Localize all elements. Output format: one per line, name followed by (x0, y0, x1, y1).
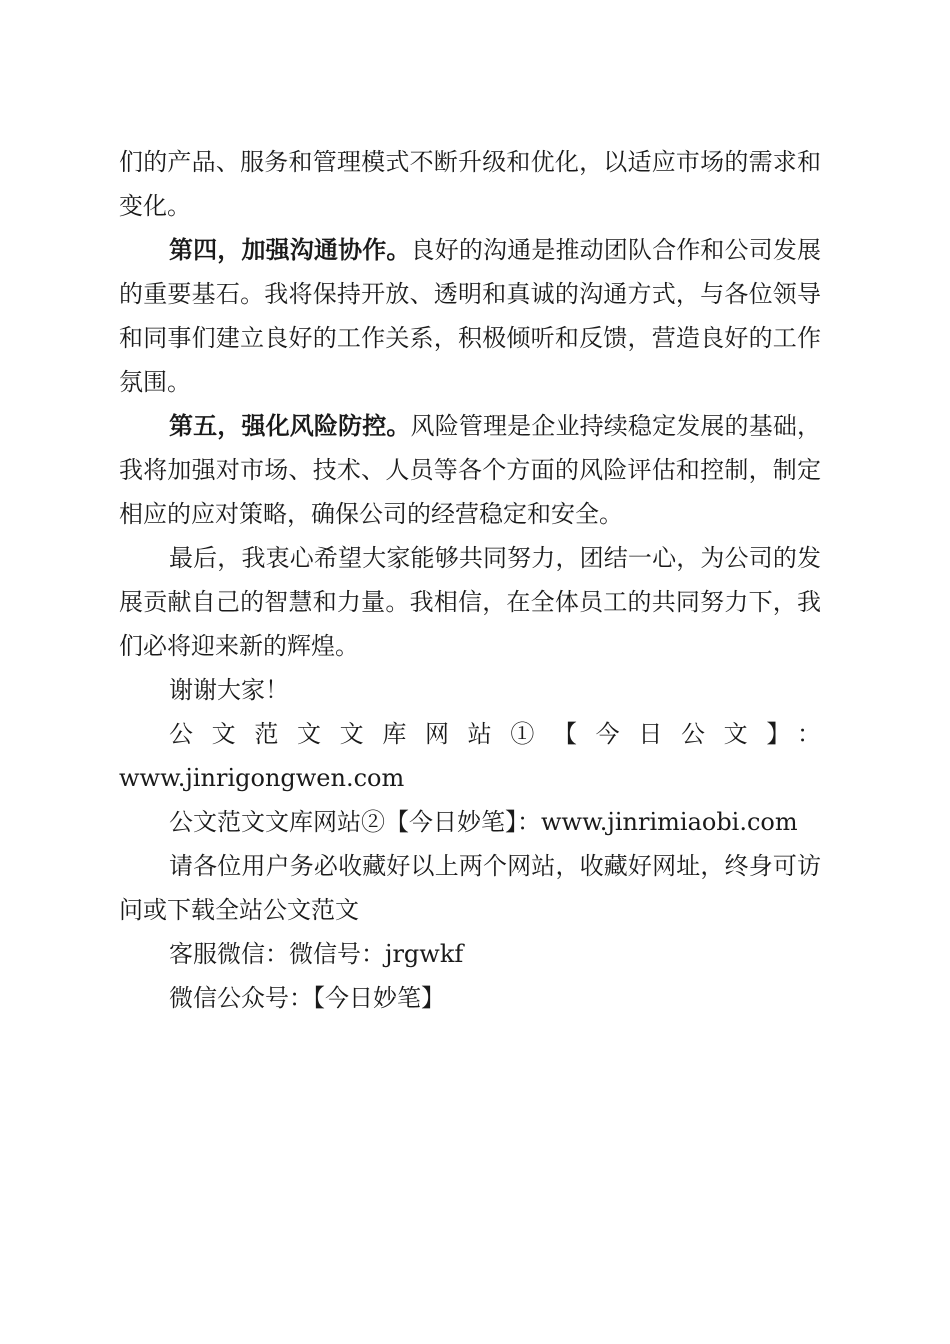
footer-site2-line: 公文范文文库网站②【今日妙笔】：www.jinrimiaobi.com (169, 808, 798, 836)
paragraph-thanks: 谢谢大家！ (169, 676, 289, 704)
paragraph-fifth-lead: 第五，强化风险防控。 (169, 411, 411, 440)
paragraph-fourth-lead: 第四，加强沟通协作。 (169, 235, 411, 264)
paragraph-continuation: 们的产品、服务和管理模式不断升级和优化，以适应市场的需求和变化。 (119, 148, 821, 220)
footer-wechat-official: 微信公众号：【今日妙笔】 (169, 984, 445, 1012)
paragraph-final: 最后，我衷心希望大家能够共同努力，团结一心，为公司的发展贡献自己的智慧和力量。我相信，在全体员工的共同努力下，我们必将迎来新的辉煌。 (119, 544, 821, 660)
document-body (119, 140, 821, 1020)
paragraph-fourth (119, 228, 821, 404)
paragraph-fourth-body: 良好的沟通是推动团队合作和公司发展的重要基石。我将保持开放、透明和真诚的沟通方式，与各位领导和同事们建立良好的工作关系，积极倾听和反馈，营造良好的工作氛围。 (119, 236, 822, 396)
paragraph-fifth (119, 404, 821, 536)
footer-reminder: 请各位用户务必收藏好以上两个网站，收藏好网址，终身可访问或下载全站公文范文 (119, 852, 821, 924)
footer-site1-label: 公文范文文库网站①【今日公文】： (169, 720, 821, 748)
footer-site1-url: www.jinrigongwen.com (119, 764, 405, 792)
footer-wechat-service: 客服微信：微信号：jrgwkf (169, 940, 464, 968)
paragraph-fifth-body: 风险管理是企业持续稳定发展的基础，我将加强对市场、技术、人员等各个方面的风险评估和控制，制定相应的应对策略，确保公司的经营稳定和安全。 (119, 412, 822, 528)
